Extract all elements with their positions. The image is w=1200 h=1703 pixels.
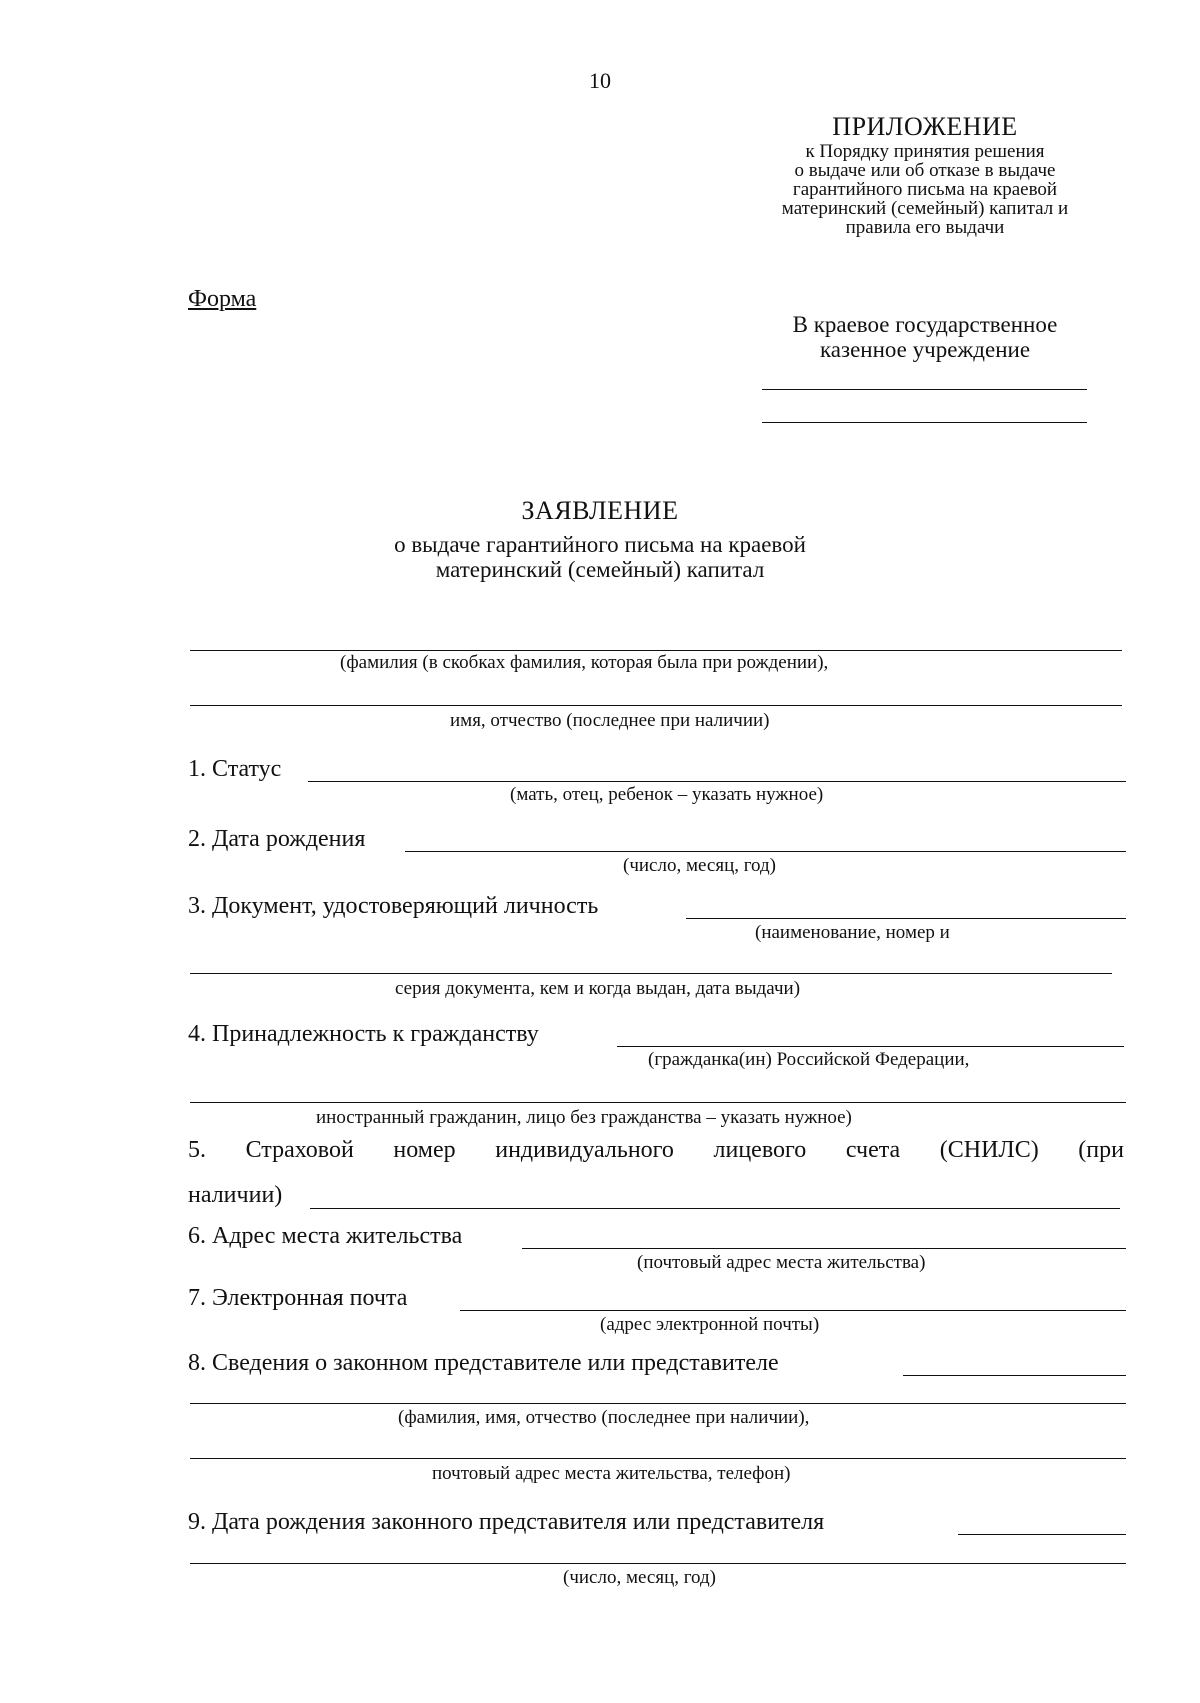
id-document-label: 3. Документ, удостоверяющий личность (188, 893, 599, 919)
address-label: 6. Адрес места жительства (188, 1223, 463, 1249)
addressee-blank-2[interactable] (762, 422, 1087, 423)
addressee-blank-1[interactable] (762, 389, 1087, 390)
status-label: 1. Статус (188, 756, 282, 782)
id-document-blank[interactable] (686, 918, 1126, 919)
id-document-hint: (наименование, номер и (755, 922, 950, 943)
annex-line: о выдаче или об отказе в выдаче (794, 160, 1056, 181)
annex-line: правила его выдачи (845, 217, 1005, 238)
citizenship-hint-2: иностранный гражданин, лицо без гражданства – указать нужное) (316, 1107, 852, 1128)
name-blank[interactable] (190, 705, 1122, 706)
annex-block (735, 112, 1115, 237)
annex-line: к Порядку принятия решения (805, 141, 1045, 162)
citizenship-hint: (гражданка(ин) Российской Федерации, (648, 1049, 970, 1070)
representative-blank[interactable] (903, 1375, 1126, 1376)
snils-label: 5. Страховой номер индивидуального лицевого счета (СНИЛС) (при (188, 1137, 1124, 1163)
surname-hint: (фамилия (в скобках фамилия, которая была при рождении), (340, 652, 829, 673)
representative-birth-date-blank-2[interactable] (190, 1563, 1126, 1564)
name-hint: имя, отчество (последнее при наличии) (450, 710, 770, 731)
email-hint: (адрес электронной почты) (600, 1314, 820, 1335)
representative-hint: (фамилия, имя, отчество (последнее при наличии), (398, 1407, 810, 1428)
representative-birth-date-blank[interactable] (958, 1534, 1126, 1535)
id-document-hint-2: серия документа, кем и когда выдан, дата выдачи) (395, 978, 801, 999)
surname-blank[interactable] (190, 650, 1122, 651)
email-blank[interactable] (460, 1310, 1126, 1311)
representative-birth-date-label: 9. Дата рождения законного представителя или представителя (188, 1509, 825, 1535)
representative-birth-date-hint: (число, месяц, год) (563, 1567, 717, 1588)
address-blank[interactable] (522, 1248, 1126, 1249)
annex-line: материнский (семейный) капитал и (781, 198, 1069, 219)
annex-line: гарантийного письма на краевой (792, 179, 1058, 200)
status-blank[interactable] (308, 781, 1126, 782)
annex-title: ПРИЛОЖЕНИЕ (832, 112, 1018, 141)
status-hint: (мать, отец, ребенок – указать нужное) (510, 784, 824, 805)
addressee-line: В краевое государственное (792, 312, 1058, 337)
snils-label-2: наличии) (188, 1182, 283, 1208)
addressee-block (735, 312, 1115, 362)
birth-date-hint: (число, месяц, год) (623, 855, 777, 876)
document-title: ЗАЯВЛЕНИЕ (521, 496, 679, 525)
citizenship-blank[interactable] (617, 1046, 1124, 1047)
representative-hint-2: почтовый адрес места жительства, телефон) (432, 1463, 791, 1484)
id-document-blank-2[interactable] (190, 973, 1112, 974)
representative-blank-2[interactable] (190, 1403, 1126, 1404)
subtitle-line: о выдаче гарантийного письма на краевой (394, 532, 806, 557)
subtitle-line: материнский (семейный) капитал (435, 557, 765, 582)
email-label: 7. Электронная почта (188, 1285, 408, 1311)
address-hint: (почтовый адрес места жительства) (637, 1252, 926, 1273)
form-label: Форма (188, 286, 257, 312)
document-subtitle (0, 532, 1200, 582)
citizenship-blank-2[interactable] (190, 1102, 1126, 1103)
birth-date-blank[interactable] (405, 851, 1126, 852)
citizenship-label: 4. Принадлежность к гражданству (188, 1021, 539, 1047)
page-number: 10 (589, 68, 611, 93)
representative-blank-3[interactable] (190, 1458, 1126, 1459)
birth-date-label: 2. Дата рождения (188, 826, 366, 852)
addressee-line: казенное учреждение (819, 337, 1031, 362)
representative-label: 8. Сведения о законном представителе или представителе (188, 1350, 779, 1376)
snils-blank[interactable] (310, 1208, 1120, 1209)
